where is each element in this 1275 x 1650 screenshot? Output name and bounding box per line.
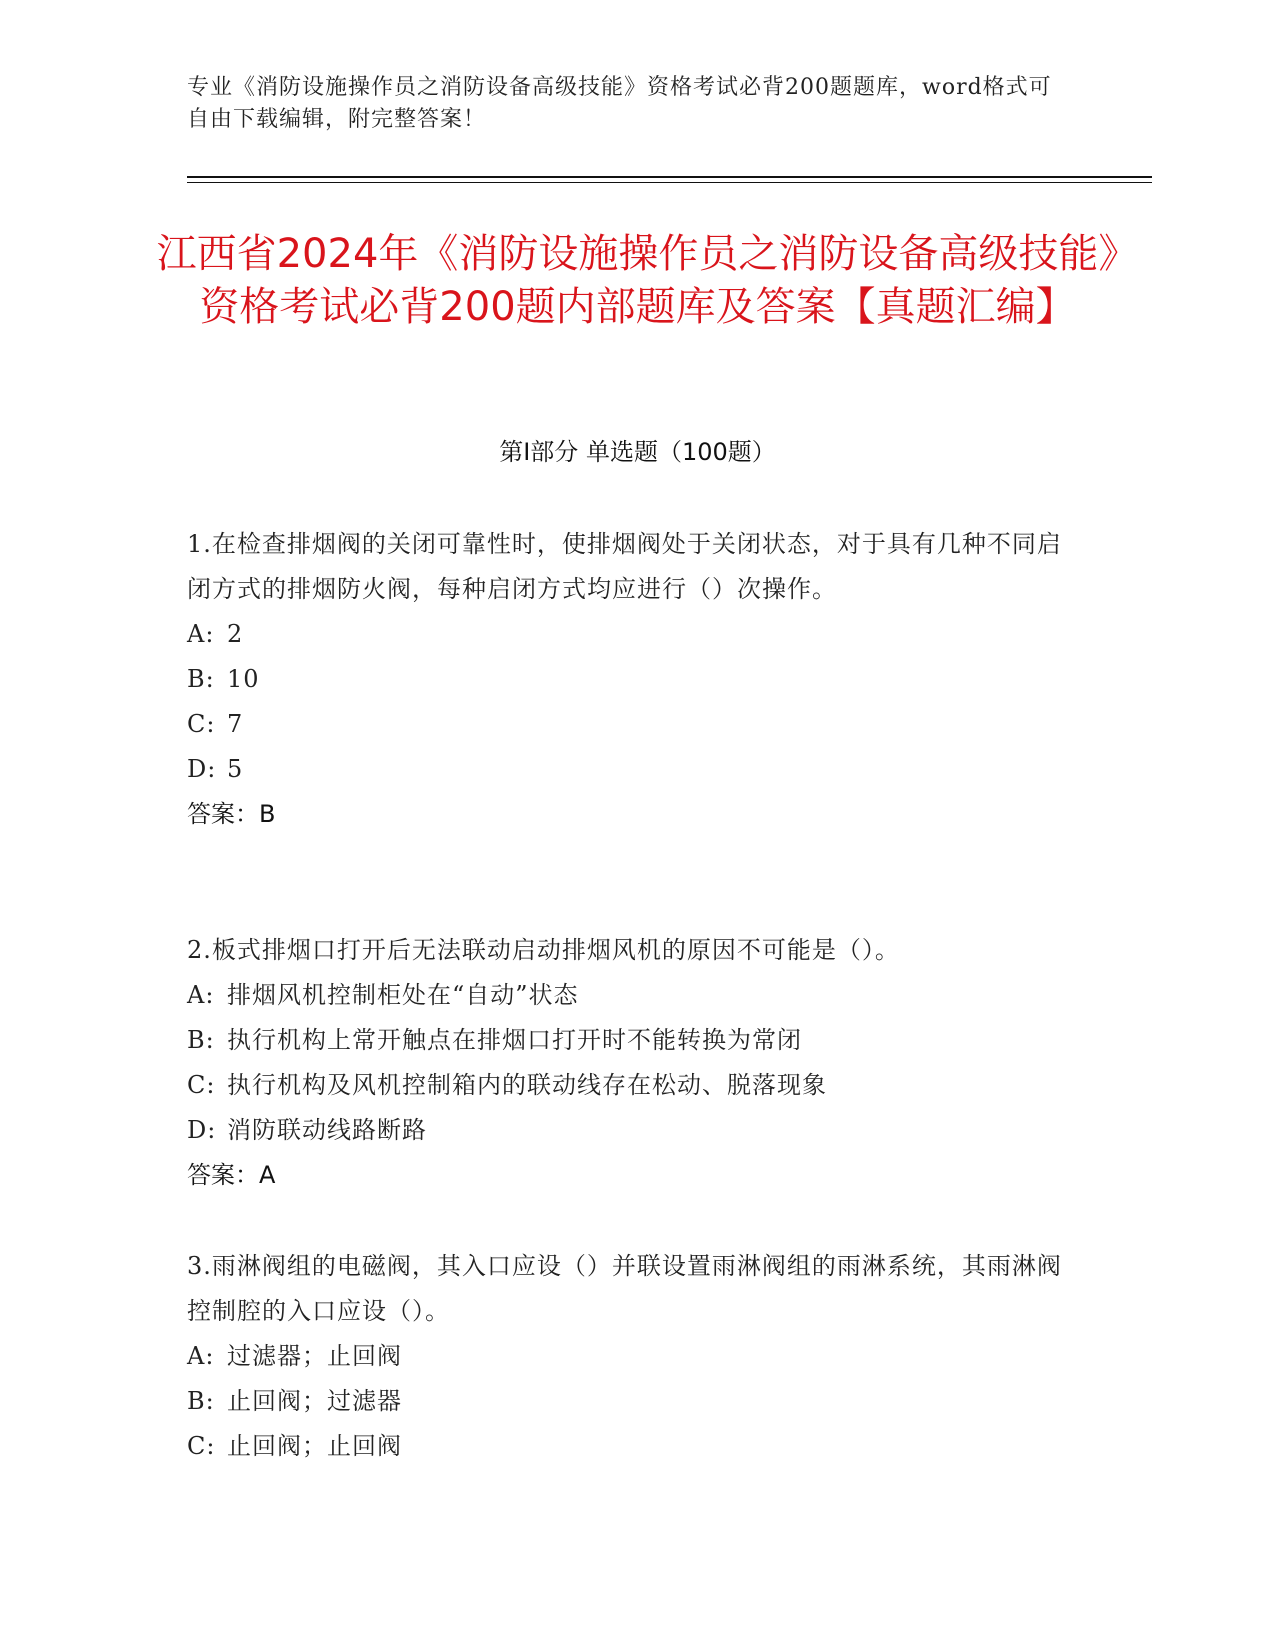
option-text: 止回阀；止回阀 — [227, 1432, 402, 1460]
option-key: A: — [187, 620, 215, 648]
option-b — [187, 1018, 1067, 1063]
header-rule-thick — [187, 176, 1152, 178]
option-text: 排烟风机控制柜处在“自动”状态 — [227, 981, 579, 1009]
option-b — [187, 657, 1067, 702]
option-text: 过滤器；止回阀 — [227, 1342, 402, 1370]
question-3 — [187, 1244, 1067, 1469]
option-text: 5 — [227, 755, 244, 783]
option-key: B: — [187, 665, 215, 693]
question-1 — [187, 522, 1067, 837]
option-a — [187, 973, 1067, 1018]
answer-line — [187, 792, 1067, 837]
answer-line — [187, 1153, 1067, 1198]
option-key: D: — [187, 755, 217, 783]
option-a — [187, 612, 1067, 657]
option-key: C: — [187, 1071, 216, 1099]
option-key: B: — [187, 1387, 215, 1415]
answer-value: A — [259, 1161, 276, 1189]
answer-label: 答案： — [187, 1161, 259, 1189]
section-title: 第I部分 单选题（100题） — [499, 438, 776, 466]
header-note: 专业《消防设施操作员之消防设备高级技能》资格考试必背200题题库，word格式可自由下载编辑，附完整答案！ — [187, 75, 1052, 132]
option-key: C: — [187, 710, 216, 738]
answer-label: 答案： — [187, 800, 259, 828]
option-c — [187, 702, 1067, 747]
option-c — [187, 1424, 1067, 1469]
option-text: 10 — [227, 665, 260, 693]
option-key: D: — [187, 1116, 217, 1144]
option-b — [187, 1379, 1067, 1424]
option-text: 消防联动线路断路 — [227, 1116, 427, 1144]
option-a — [187, 1334, 1067, 1379]
answer-value: B — [259, 800, 276, 828]
question-stem: 3.雨淋阀组的电磁阀，其入口应设（）并联设置雨淋阀组的雨淋系统，其雨淋阀控制腔的入口应设（）。 — [187, 1252, 1062, 1325]
question-2 — [187, 928, 1067, 1198]
option-d — [187, 747, 1067, 792]
header-rule-thin — [187, 182, 1152, 183]
option-text: 2 — [227, 620, 244, 648]
option-text: 止回阀；过滤器 — [227, 1387, 402, 1415]
option-key: A: — [187, 1342, 215, 1370]
question-stem: 2.板式排烟口打开后无法联动启动排烟风机的原因不可能是（）。 — [187, 936, 900, 964]
option-key: C: — [187, 1432, 216, 1460]
option-text: 7 — [227, 710, 244, 738]
option-text: 执行机构及风机控制箱内的联动线存在松动、脱落现象 — [227, 1071, 827, 1099]
option-text: 执行机构上常开触点在排烟口打开时不能转换为常闭 — [227, 1026, 802, 1054]
option-c — [187, 1063, 1067, 1108]
document-title: 江西省2024年《消防设施操作员之消防设备高级技能》资格考试必背200题内部题库及答案【真题汇编】 — [156, 231, 1119, 330]
option-d — [187, 1108, 1067, 1153]
question-stem: 1.在检查排烟阀的关闭可靠性时，使排烟阀处于关闭状态，对于具有几种不同启闭方式的排烟防火阀，每种启闭方式均应进行（）次操作。 — [187, 530, 1062, 603]
option-key: B: — [187, 1026, 215, 1054]
option-key: A: — [187, 981, 215, 1009]
